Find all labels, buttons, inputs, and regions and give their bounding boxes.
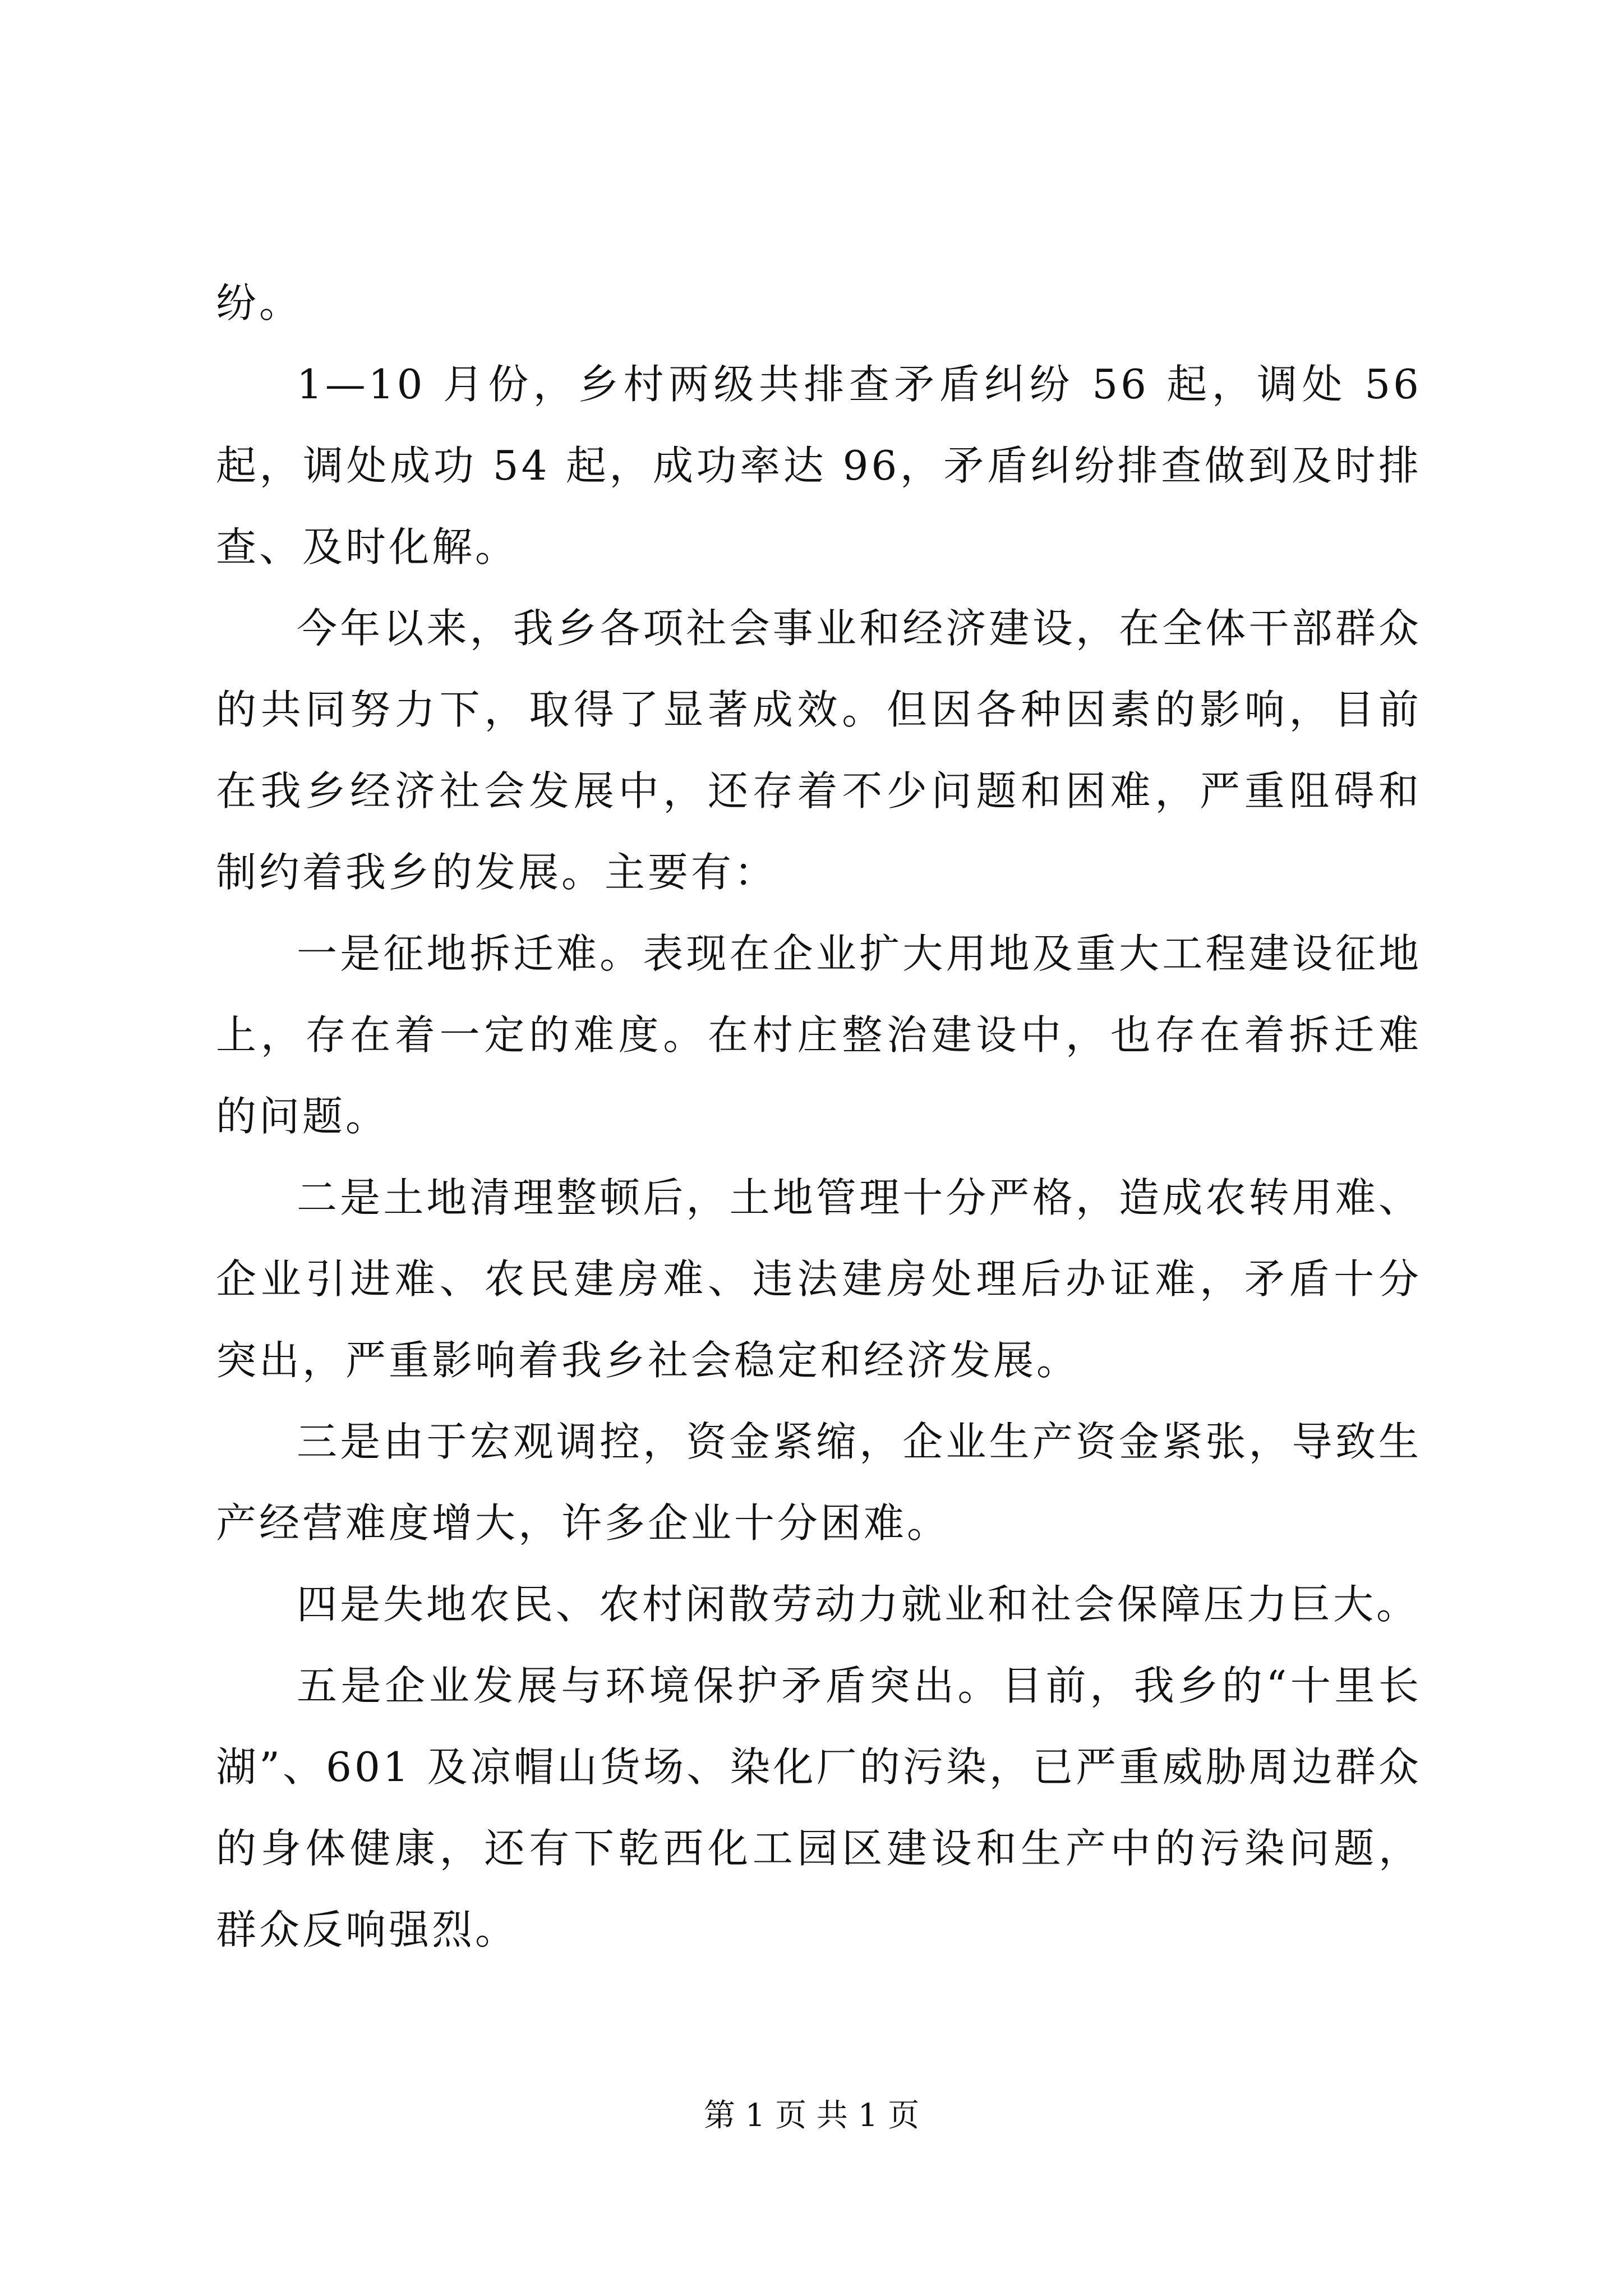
paragraph-issue-five: 五是企业发展与环境保护矛盾突出。目前，我乡的“十里长湖”、601 及凉帽山货场、染化厂的污染，已严重威胁周边群众的身体健康，还有下乾西化工园区建设和生产中的污染问题，群众反响强烈。 <box>216 1662 1422 1953</box>
page-number-footer: 第 1 页 共 1 页 <box>703 2097 920 2134</box>
paragraph-continuation: 纷。 <box>216 279 303 326</box>
paragraph-issue-four: 四是失地农民、农村闲散劳动力就业和社会保障压力巨大。 <box>297 1581 1420 1628</box>
paragraph-issue-three: 三是由于宏观调控，资金紧缩，企业生产资金紧张，导致生产经营难度增大，许多企业十分困难。 <box>216 1418 1422 1547</box>
paragraph-overview: 今年以来，我乡各项社会事业和经济建设，在全体干部群众的共同努力下，取得了显著成效。但因各种因素的影响，目前在我乡经济社会发展中，还存着不少问题和困难，严重阻碍和制约着我乡的发展。主要有： <box>216 605 1422 896</box>
paragraph-issue-two: 二是土地清理整顿后，土地管理十分严格，造成农转用难、企业引进难、农民建房难、违法建房处理后办证难，矛盾十分突出，严重影响着我乡社会稳定和经济发展。 <box>216 1174 1422 1384</box>
document-body <box>216 263 1422 1971</box>
paragraph-dispute-statistics: 1—10 月份，乡村两级共排查矛盾纠纷 56 起，调处 56 起，调处成功 54 起，成功率达 96，矛盾纠纷排查做到及时排查、及时化解。 <box>216 361 1422 570</box>
paragraph-issue-one: 一是征地拆迁难。表现在企业扩大用地及重大工程建设征地上，存在着一定的难度。在村庄整治建设中，也存在着拆迁难的问题。 <box>216 930 1422 1140</box>
